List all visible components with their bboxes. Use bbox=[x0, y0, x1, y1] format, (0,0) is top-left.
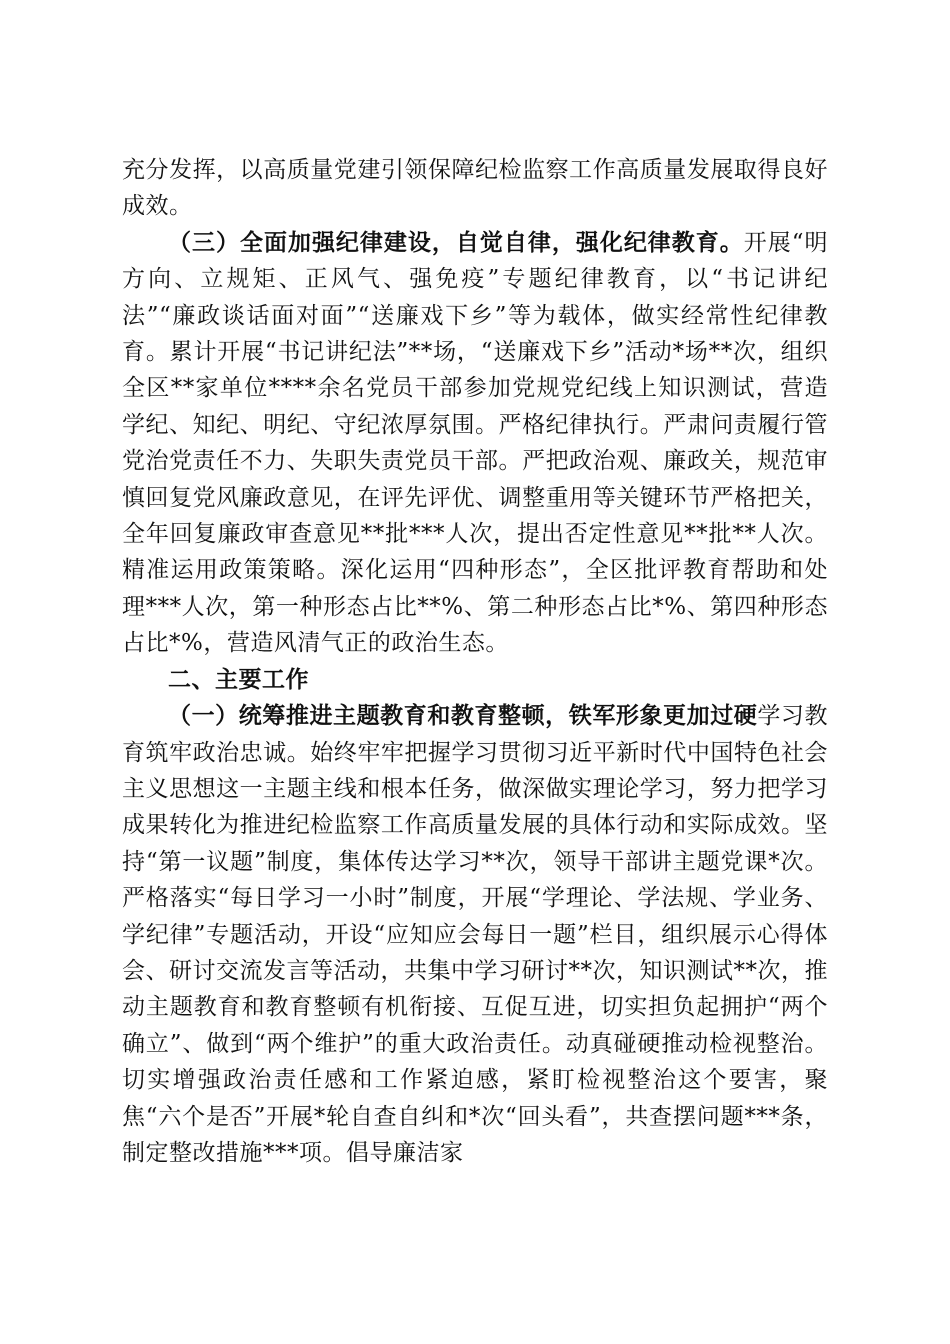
paragraph-continuation bbox=[122, 152, 828, 225]
section-heading-main-work bbox=[122, 662, 828, 698]
heading-text: 二、主要工作 bbox=[168, 666, 309, 693]
paragraph-theme-education bbox=[122, 698, 828, 1171]
document-body bbox=[122, 152, 828, 1171]
paragraph-text: 开展“明方向、立规矩、正风气、强免疫”专题纪律教育，以“书记讲纪法”“廉政谈话面对面”“送廉戏下乡”等为载体，做实经常性纪律教育。累计开展“书记讲纪法”**场，“送廉戏下乡”活动*场**次，组织全区**家单位****余名党员干部参加党规党纪线上知识测试，营造学纪、知纪、明纪、守纪浓厚氛围。严格纪律执行。严肃问责履行管党治党责任不力、失职失责党员干部。严把政治观、廉政关，规范审慎回复党风廉政意见，在评先评优、调整重用等关键环节严格把关，全年回复廉政审查意见**批***人次，提出否定性意见**批**人次。精准运用政策策略。深化运用“四种形态”，全区批评教育帮助和处理***人次，第一种形态占比**%、第二种形态占比*%、第四种形态占比*%，营造风清气正的政治生态。 bbox=[122, 229, 828, 657]
paragraph-lead: （一）统筹推进主题教育和教育整顿，铁军形象更加过硬 bbox=[168, 702, 758, 730]
paragraph-text: 充分发挥，以高质量党建引领保障纪检监察工作高质量发展取得良好成效。 bbox=[122, 157, 828, 220]
paragraph-lead: （三）全面加强纪律建设，自觉自律，强化纪律教育。 bbox=[168, 228, 744, 256]
paragraph-discipline-building bbox=[122, 225, 828, 662]
paragraph-text: 学习教育筑牢政治忠诚。始终牢牢把握学习贯彻习近平新时代中国特色社会主义思想这一主题主线和根本任务，做深做实理论学习，努力把学习成果转化为推进纪检监察工作高质量发展的具体行动和实际成效。坚持“第一议题”制度，集体传达学习**次，领导干部讲主题党课*次。严格落实“每日学习一小时”制度，开展“学理论、学法规、学业务、学纪律”专题活动，开设“应知应会每日一题”栏目，组织展示心得体会、研讨交流发言等活动，共集中学习研讨**次，知识测试**次，推动主题教育和教育整顿有机衔接、互促互进，切实担负起拥护“两个确立”、做到“两个维护”的重大政治责任。动真碰硬推动检视整治。切实增强政治责任感和工作紧迫感，紧盯检视整治这个要害，聚焦“六个是否”开展*轮自查自纠和*次“回头看”，共查摆问题***条，制定整改措施***项。倡导廉洁家 bbox=[122, 703, 829, 1166]
